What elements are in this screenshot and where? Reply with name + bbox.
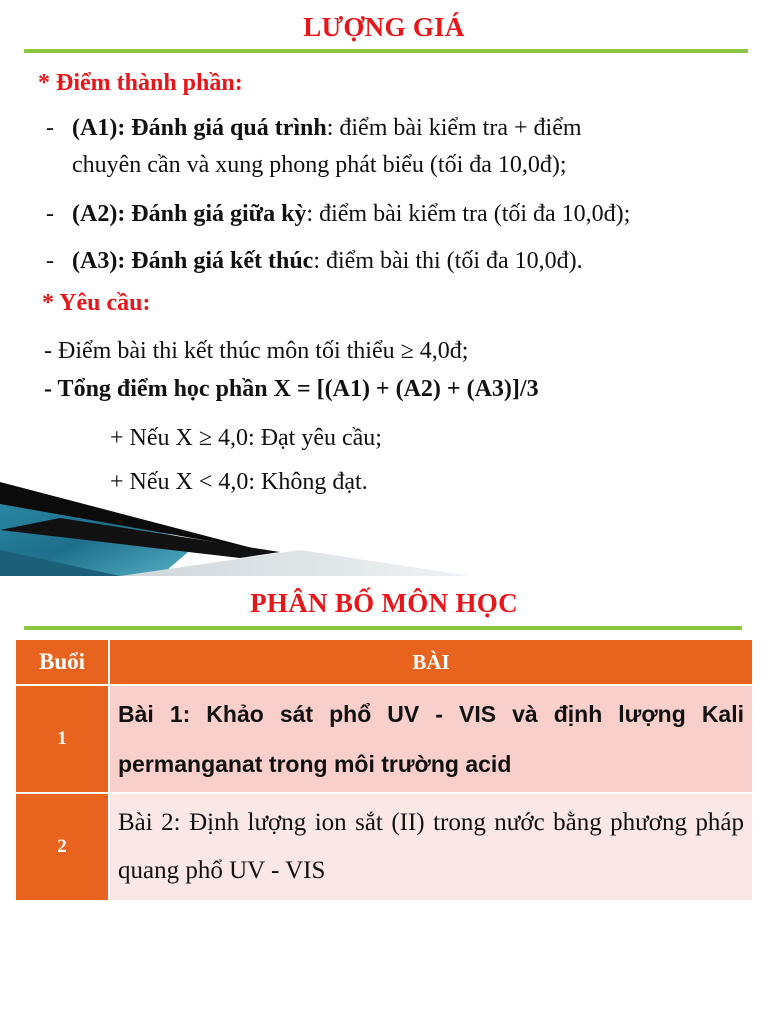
requirement-min-score: - Điểm bài thi kết thúc môn tối thiểu ≥ 4,0đ; bbox=[44, 338, 469, 364]
item-a2 bbox=[72, 199, 630, 229]
item-a3-label: (A3): Đánh giá kết thúc bbox=[72, 248, 314, 274]
schedule-table bbox=[16, 640, 752, 902]
item-a1-label: (A1): Đánh giá quá trình bbox=[72, 115, 327, 141]
bullet-dash: - bbox=[46, 248, 54, 274]
section-heading-components: * Điểm thành phần: bbox=[38, 70, 243, 96]
item-a2-label: (A2): Đánh giá giữa kỳ bbox=[72, 201, 307, 227]
table-row bbox=[16, 793, 752, 901]
item-a1 bbox=[72, 113, 582, 143]
bullet-dash: - bbox=[46, 201, 54, 227]
session-number: 2 bbox=[16, 793, 109, 901]
title-divider bbox=[24, 49, 748, 53]
lesson-text: Bài 1: Khảo sát phổ UV - VIS và định lượng Kali permanganat trong môi trường acid bbox=[118, 701, 744, 777]
item-a2-text: : điểm bài kiểm tra (tối đa 10,0đ); bbox=[306, 201, 631, 227]
slide-phan-bo-mon-hoc bbox=[0, 576, 768, 1024]
requirement-total-formula: - Tổng điểm học phần X = [(A1) + (A2) + (A3)]/3 bbox=[44, 376, 539, 402]
condition-fail: + Nếu X < 4,0: Không đạt. bbox=[110, 469, 368, 495]
lesson-cell bbox=[109, 685, 752, 793]
header-session: Buổi bbox=[16, 640, 109, 685]
table-header-row bbox=[16, 640, 752, 685]
decorative-swoosh bbox=[0, 470, 470, 576]
slide-title: PHÂN BỐ MÔN HỌC bbox=[250, 588, 518, 618]
slide-title: LƯỢNG GIÁ bbox=[303, 12, 465, 42]
item-a1-text: : điểm bài kiểm tra + điểm bbox=[326, 115, 582, 141]
item-a3-text: : điểm bài thi (tối đa 10,0đ). bbox=[313, 248, 583, 274]
section-heading-requirements: * Yêu cầu: bbox=[42, 290, 151, 316]
title-divider bbox=[24, 626, 742, 630]
condition-pass: + Nếu X ≥ 4,0: Đạt yêu cầu; bbox=[110, 425, 382, 451]
table-row bbox=[16, 685, 752, 793]
header-lesson: BÀI bbox=[109, 640, 752, 685]
bullet-dash: - bbox=[46, 115, 54, 141]
item-a1-continuation: chuyên cần và xung phong phát biểu (tối đa 10,0đ); bbox=[72, 152, 567, 178]
lesson-cell bbox=[109, 793, 752, 901]
session-number: 1 bbox=[16, 685, 109, 793]
lesson-text: Bài 2: Định lượng ion sắt (II) trong nước bằng phương pháp quang phổ UV - VIS bbox=[118, 809, 744, 884]
item-a3 bbox=[72, 246, 583, 276]
